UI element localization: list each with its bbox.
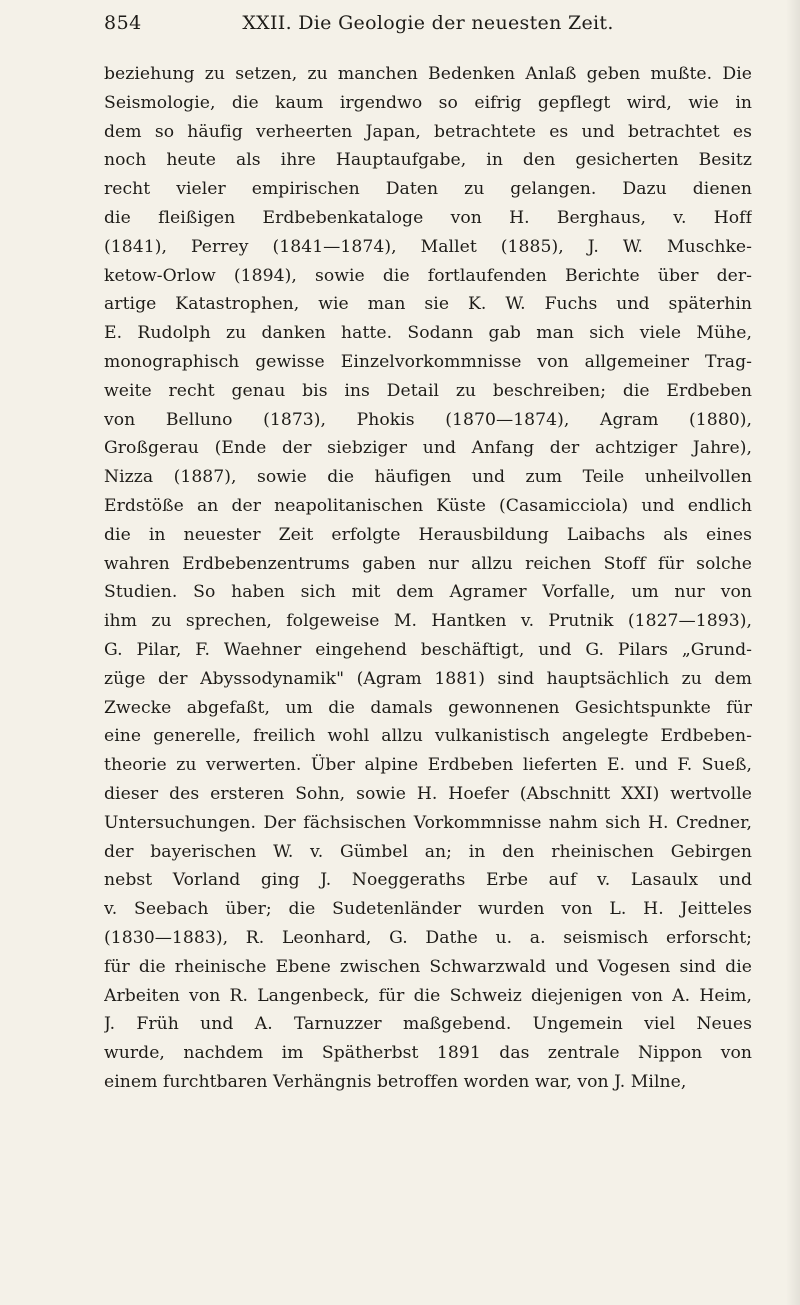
text-line: die in neuester Zeit erfolgte Herausbildung Laibachs als eines (104, 524, 752, 545)
text-line: noch heute als ihre Hauptaufgabe, in den gesicherten Besitz (104, 150, 752, 171)
text-line: züge der Abyssodynamik" (Agram 1881) sind hauptsächlich zu dem (104, 668, 752, 689)
text-line: G. Pilar, F. Waehner eingehend beschäftigt, und G. Pilars „Grund- (104, 639, 752, 660)
text-line: dem so häufig verheerten Japan, betrachtete es und betrachtet es (104, 121, 752, 142)
text-line: Erdstöße an der neapolitanischen Küste (Casamicciola) und endlich (104, 495, 752, 516)
running-head: XXII. Die Geologie der neuesten Zeit. (242, 12, 614, 34)
text-line: wahren Erdbebenzentrums gaben nur allzu reichen Stoff für solche (104, 553, 752, 574)
text-line: artige Katastrophen, wie man sie K. W. Fuchs und späterhin (104, 294, 752, 315)
text-line: Seismologie, die kaum irgendwo so eifrig gepflegt wird, wie in (104, 92, 752, 113)
text-line: ihm zu sprechen, folgeweise M. Hantken v. Prutnik (1827—1893), (104, 611, 752, 632)
page-edge-shadow (786, 0, 800, 1305)
text-line: einem furchtbaren Verhängnis betroffen worden war, von J. Milne, (104, 1071, 687, 1092)
text-line: theorie zu verwerten. Über alpine Erdbeben lieferten E. und F. Sueß, (104, 755, 752, 776)
text-line: von Belluno (1873), Phokis (1870—1874), Agram (1880), (104, 409, 752, 430)
text-line: recht vieler empirischen Daten zu gelangen. Dazu dienen (104, 179, 752, 200)
text-line: beziehung zu setzen, zu manchen Bedenken Anlaß geben mußte. Die (104, 64, 752, 84)
text-line: die fleißigen Erdbebenkataloge von H. Berghaus, v. Hoff (104, 207, 752, 228)
text-line: ketow-Orlow (1894), sowie die fortlaufenden Berichte über der- (104, 265, 752, 286)
page-header (104, 8, 752, 38)
text-line: dieser des ersteren Sohn, sowie H. Hoefer (Abschnitt XXI) wertvolle (104, 783, 752, 804)
text-line: Untersuchungen. Der fächsischen Vorkommnisse nahm sich H. Credner, (104, 812, 752, 833)
text-line: monographisch gewisse Einzelvorkommnisse von allgemeiner Trag- (104, 351, 752, 372)
text-line: v. Seebach über; die Sudetenländer wurden von L. H. Jeitteles (104, 899, 752, 920)
body-text (104, 60, 752, 1097)
text-line: Studien. So haben sich mit dem Agramer Vorfalle, um nur von (104, 582, 752, 603)
text-line: Großgerau (Ende der siebziger und Anfang der achtziger Jahre), (104, 438, 752, 459)
text-line: Zwecke abgefaßt, um die damals gewonnenen Gesichtspunkte für (104, 697, 752, 718)
text-line: J. Früh und A. Tarnuzzer maßgebend. Ungemein viel Neues (104, 1014, 752, 1035)
text-line: (1841), Perrey (1841—1874), Mallet (1885), J. W. Muschke- (104, 236, 752, 257)
text-line: nebst Vorland ging J. Noeggeraths Erbe auf v. Lasaulx und (104, 870, 752, 891)
text-line: der bayerischen W. v. Gümbel an; in den rheinischen Gebirgen (104, 841, 752, 862)
text-line: wurde, nachdem im Spätherbst 1891 das zentrale Nippon von (104, 1043, 752, 1064)
page-number: 854 (104, 12, 142, 34)
text-line: weite recht genau bis ins Detail zu beschreiben; die Erdbeben (104, 380, 752, 401)
text-line: eine generelle, freilich wohl allzu vulkanistisch angelegte Erdbeben- (104, 726, 752, 747)
text-line: Nizza (1887), sowie die häufigen und zum Teile unheilvollen (104, 467, 752, 488)
text-line: für die rheinische Ebene zwischen Schwarzwald und Vogesen sind die (104, 956, 752, 977)
text-line: Arbeiten von R. Langenbeck, für die Schweiz diejenigen von A. Heim, (104, 985, 752, 1006)
text-line: E. Rudolph zu danken hatte. Sodann gab man sich viele Mühe, (104, 323, 752, 344)
text-line: (1830—1883), R. Leonhard, G. Dathe u. a. seismisch erforscht; (104, 927, 752, 948)
